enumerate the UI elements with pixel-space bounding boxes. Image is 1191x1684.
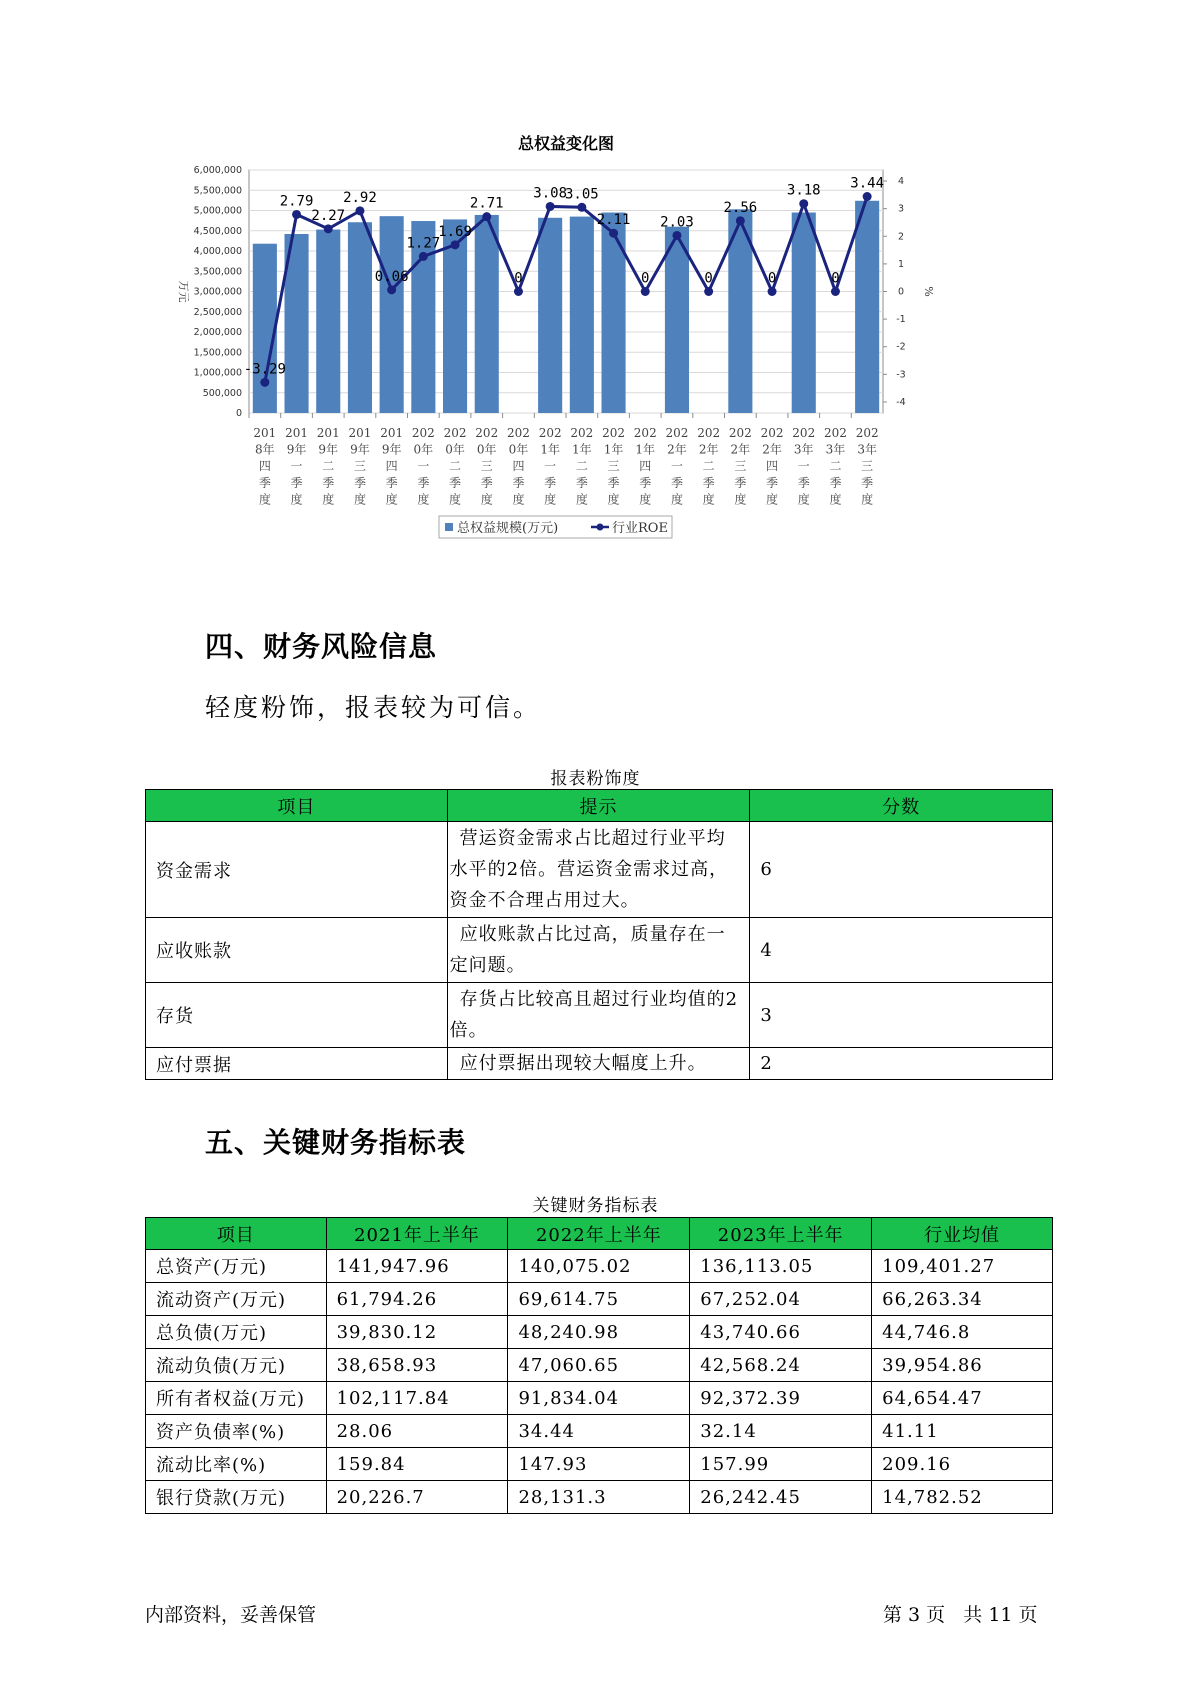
x-tick-label: 季 <box>639 475 652 490</box>
x-tick-label: 201 <box>253 426 277 440</box>
roe-data-label: 3.44 <box>850 175 885 192</box>
risk-item: 应付票据 <box>146 1048 448 1080</box>
y-tick-label: 6,000,000 <box>193 165 242 176</box>
roe-point <box>672 231 681 240</box>
table-row <box>146 1382 1053 1415</box>
x-tick-label: 0年 <box>508 442 529 457</box>
x-tick-label: 度 <box>385 492 398 507</box>
kpi-value: 38,658.93 <box>326 1349 508 1382</box>
roe-data-label: 3.18 <box>786 182 821 199</box>
x-tick-label: 202 <box>411 426 435 440</box>
x-tick-label: 201 <box>380 426 404 440</box>
kpi-item: 流动负债(万元) <box>146 1349 327 1382</box>
x-tick-label: 202 <box>760 426 784 440</box>
hint-line: 定问题。 <box>449 955 526 976</box>
roe-data-label: 1.69 <box>438 223 472 240</box>
roe-point <box>768 287 777 296</box>
x-tick-label: 202 <box>792 426 816 440</box>
x-tick-label: 1年 <box>540 442 560 457</box>
kpi-item: 总负债(万元) <box>146 1316 327 1349</box>
legend-bar-swatch <box>445 523 453 531</box>
kpi-header-industry: 行业均值 <box>872 1218 1053 1250</box>
x-tick-label: 一 <box>544 459 557 474</box>
risk-score: 4 <box>750 918 1053 983</box>
kpi-value: 28,131.3 <box>508 1481 690 1514</box>
risk-table <box>145 789 1053 1080</box>
x-tick-label: 1年 <box>572 442 592 457</box>
x-tick-label: 季 <box>290 475 303 490</box>
x-tick-label: 度 <box>290 492 303 507</box>
x-tick-label: 202 <box>475 426 499 440</box>
kpi-header-2023: 2023年上半年 <box>690 1218 872 1250</box>
kpi-value: 209.16 <box>872 1448 1053 1481</box>
x-tick-label: 四 <box>639 459 652 474</box>
table-row <box>146 918 1053 983</box>
x-tick-label: 季 <box>575 475 588 490</box>
x-tick-label: 9年 <box>286 442 307 457</box>
roe-point <box>577 203 586 212</box>
roe-data-label: 2.27 <box>311 207 346 224</box>
y2-tick-label: -2 <box>896 341 906 353</box>
roe-data-label: 2.79 <box>279 193 314 210</box>
x-tick-label: 四 <box>512 459 525 474</box>
roe-data-label: -3.29 <box>243 361 286 378</box>
x-tick-label: 202 <box>823 426 847 440</box>
x-tick-label: 三 <box>861 459 874 474</box>
kpi-table-header <box>146 1218 1053 1250</box>
y2-tick-label: -3 <box>896 369 906 381</box>
x-tick-label: 度 <box>797 492 810 507</box>
table-row <box>146 1250 1053 1283</box>
roe-data-label: 2.11 <box>596 212 631 229</box>
y-tick-label: 500,000 <box>202 387 242 399</box>
x-tick-label: 2年 <box>698 442 719 457</box>
risk-score: 2 <box>750 1048 1053 1080</box>
roe-point <box>799 199 808 208</box>
y2-tick-label: 2 <box>897 231 905 243</box>
x-tick-label: 季 <box>607 475 620 490</box>
x-tick-label: 度 <box>449 492 462 507</box>
kpi-value: 41.11 <box>872 1415 1053 1448</box>
section5-heading: 五、关键财务指标表 <box>205 1126 467 1159</box>
roe-data-label: 0.06 <box>374 268 409 285</box>
risk-header-item: 项目 <box>146 790 448 822</box>
roe-point <box>736 216 745 225</box>
hint-line: 水平的2倍。营运资金需求过高， <box>449 859 729 880</box>
roe-point <box>451 240 460 249</box>
roe-data-label: 2.71 <box>469 195 504 212</box>
risk-header-hint: 提示 <box>447 790 750 822</box>
bar <box>316 230 340 413</box>
x-tick-label: 四 <box>766 459 779 474</box>
roe-data-label: 0 <box>641 270 650 287</box>
y-tick-label: 1,000,000 <box>193 367 242 379</box>
roe-point <box>324 224 333 233</box>
kpi-value: 28.06 <box>326 1415 508 1448</box>
section4-summary: 轻度粉饰，报表较为可信。 <box>205 693 542 722</box>
x-tick-label: 季 <box>449 475 462 490</box>
roe-point <box>419 252 428 261</box>
y2-tick-label: 1 <box>897 258 905 270</box>
bar <box>253 244 277 413</box>
x-tick-label: 度 <box>544 492 557 507</box>
x-tick-label: 度 <box>353 492 366 507</box>
kpi-table <box>145 1217 1053 1514</box>
y-tick-label: 4,500,000 <box>193 225 242 237</box>
x-tick-label: 季 <box>829 475 842 490</box>
y-tick-label: 5,500,000 <box>193 185 242 197</box>
hint-line: 资金不合理占用过大。 <box>449 890 640 911</box>
table-row <box>146 1349 1053 1382</box>
roe-point <box>704 287 713 296</box>
kpi-value: 92,372.39 <box>690 1382 872 1415</box>
x-tick-label: 度 <box>322 492 335 507</box>
x-tick-label: 度 <box>575 492 588 507</box>
bar <box>538 218 562 413</box>
x-tick-label: 202 <box>728 426 752 440</box>
bar <box>855 201 879 413</box>
x-tick-label: 季 <box>797 475 810 490</box>
kpi-header-2022: 2022年上半年 <box>508 1218 690 1250</box>
y2-tick-label: 4 <box>897 176 905 188</box>
kpi-value: 14,782.52 <box>872 1481 1053 1514</box>
kpi-value: 136,113.05 <box>690 1250 872 1283</box>
y-tick-label: 3,500,000 <box>193 266 242 278</box>
table-row <box>146 983 1053 1048</box>
x-tick-label: 3年 <box>793 442 814 457</box>
x-tick-label: 季 <box>734 475 747 490</box>
hint-line: 倍。 <box>449 1020 488 1041</box>
x-tick-label: 1年 <box>635 442 656 457</box>
kpi-value: 69,614.75 <box>508 1283 690 1316</box>
bar <box>570 217 594 413</box>
kpi-item: 总资产(万元) <box>146 1250 327 1283</box>
table-row <box>146 1448 1053 1481</box>
kpi-value: 66,263.34 <box>872 1283 1053 1316</box>
table-row <box>146 822 1053 918</box>
risk-item: 资金需求 <box>146 822 448 918</box>
kpi-table-caption: 关键财务指标表 <box>532 1196 659 1216</box>
hint-line: 应付票据出现较大幅度上升。 <box>459 1053 707 1074</box>
x-tick-label: 度 <box>766 492 779 507</box>
risk-hint <box>447 983 750 1048</box>
x-tick-label: 9年 <box>350 442 370 457</box>
y-axis-label: 万元 <box>177 280 190 303</box>
roe-data-label: 2.92 <box>343 189 377 206</box>
x-tick-label: 度 <box>417 492 430 507</box>
kpi-value: 39,830.12 <box>326 1316 508 1349</box>
x-tick-label: 0年 <box>445 442 465 457</box>
x-tick-label: 度 <box>480 492 493 507</box>
table-row <box>146 1048 1053 1080</box>
x-tick-label: 三 <box>353 459 366 474</box>
kpi-value: 67,252.04 <box>690 1283 872 1316</box>
y2-tick-label: -4 <box>896 396 906 408</box>
roe-data-label: 2.56 <box>723 199 758 216</box>
x-tick-label: 二 <box>449 459 462 474</box>
risk-table-header <box>146 790 1053 822</box>
x-tick-label: 二 <box>322 459 335 474</box>
x-tick-label: 202 <box>538 426 562 440</box>
legend-bar-label: 总权益规模(万元) <box>457 521 559 536</box>
kpi-value: 157.99 <box>690 1448 872 1481</box>
x-tick-label: 季 <box>322 475 335 490</box>
x-tick-label: 202 <box>665 426 689 440</box>
hint-line: 存货占比较高且超过行业均值的2 <box>459 989 739 1010</box>
table-row <box>146 1283 1053 1316</box>
kpi-value: 147.93 <box>508 1448 690 1481</box>
bar <box>475 215 499 413</box>
x-tick-label: 三 <box>607 459 620 474</box>
equity-chart-svg <box>170 135 1010 595</box>
x-tick-label: 季 <box>385 475 398 490</box>
hint-line: 应收账款占比过高，质量存在一 <box>459 924 726 945</box>
kpi-value: 61,794.26 <box>326 1283 508 1316</box>
kpi-value: 48,240.98 <box>508 1316 690 1349</box>
x-tick-label: 9年 <box>318 442 339 457</box>
risk-score: 3 <box>750 983 1053 1048</box>
y-tick-label: 2,000,000 <box>193 327 242 338</box>
roe-point <box>292 210 301 219</box>
x-tick-label: 202 <box>443 426 467 440</box>
risk-score: 6 <box>750 822 1053 918</box>
x-tick-label: 0年 <box>476 442 497 457</box>
risk-hint <box>447 1048 750 1080</box>
roe-data-label: 3.08 <box>533 185 568 202</box>
kpi-value: 34.44 <box>508 1415 690 1448</box>
roe-data-label: 0 <box>767 270 777 287</box>
kpi-value: 109,401.27 <box>872 1250 1053 1283</box>
roe-point <box>387 285 396 294</box>
equity-chart <box>170 135 1010 595</box>
roe-data-label: 0 <box>831 270 840 287</box>
x-tick-label: 季 <box>417 475 430 490</box>
kpi-value: 102,117.84 <box>326 1382 508 1415</box>
bar <box>380 216 404 413</box>
kpi-value: 44,746.8 <box>872 1316 1053 1349</box>
x-tick-label: 度 <box>734 492 747 507</box>
x-tick-label: 一 <box>670 459 683 474</box>
x-tick-label: 二 <box>575 459 588 474</box>
x-tick-label: 度 <box>639 492 652 507</box>
x-tick-label: 3年 <box>825 442 846 457</box>
x-tick-label: 季 <box>480 475 493 490</box>
roe-point <box>514 287 523 296</box>
roe-point <box>482 212 491 221</box>
kpi-value: 159.84 <box>326 1448 508 1481</box>
x-tick-label: 度 <box>861 492 874 507</box>
roe-data-label: 2.03 <box>660 214 694 231</box>
x-tick-label: 季 <box>861 475 874 490</box>
x-tick-label: 季 <box>512 475 525 490</box>
x-tick-label: 9年 <box>381 442 402 457</box>
roe-point <box>609 229 618 238</box>
kpi-header-2021: 2021年上半年 <box>326 1218 508 1250</box>
bar <box>665 227 689 413</box>
kpi-value: 43,740.66 <box>690 1316 872 1349</box>
x-tick-label: 8年 <box>255 442 275 457</box>
x-tick-label: 一 <box>290 459 303 474</box>
x-tick-label: 三 <box>480 459 493 474</box>
kpi-value: 47,060.65 <box>508 1349 690 1382</box>
kpi-item: 所有者权益(万元) <box>146 1382 327 1415</box>
x-tick-label: 1年 <box>603 442 624 457</box>
x-tick-label: 季 <box>258 475 271 490</box>
y2-tick-label: -1 <box>896 314 906 326</box>
roe-point <box>260 378 269 387</box>
x-tick-label: 3年 <box>857 442 877 457</box>
x-tick-label: 季 <box>353 475 366 490</box>
x-tick-label: 季 <box>670 475 683 490</box>
y2-tick-label: 0 <box>897 286 905 298</box>
x-tick-label: 三 <box>734 459 747 474</box>
x-tick-label: 二 <box>702 459 715 474</box>
kpi-value: 20,226.7 <box>326 1481 508 1514</box>
kpi-value: 141,947.96 <box>326 1250 508 1283</box>
chart-title: 总权益变化图 <box>517 135 615 153</box>
x-tick-label: 一 <box>417 459 430 474</box>
roe-data-label: 0 <box>514 270 523 287</box>
roe-point <box>641 287 650 296</box>
y-tick-label: 3,000,000 <box>193 286 242 298</box>
x-tick-label: 202 <box>570 426 594 440</box>
table-row <box>146 1316 1053 1349</box>
x-tick-label: 一 <box>797 459 810 474</box>
y-tick-label: 0 <box>235 408 242 419</box>
risk-header-score: 分数 <box>750 790 1053 822</box>
y2-tick-label: 3 <box>897 203 905 215</box>
x-tick-label: 202 <box>633 426 657 440</box>
x-tick-label: 二 <box>829 459 842 474</box>
x-tick-label: 202 <box>855 426 879 440</box>
kpi-item: 流动比率(%) <box>146 1448 327 1481</box>
kpi-value: 140,075.02 <box>508 1250 690 1283</box>
kpi-value: 42,568.24 <box>690 1349 872 1382</box>
kpi-value: 32.14 <box>690 1415 872 1448</box>
kpi-value: 26,242.45 <box>690 1481 872 1514</box>
y2-axis-label: % <box>922 286 935 297</box>
roe-data-label: 0 <box>704 270 713 287</box>
risk-table-caption: 报表粉饰度 <box>550 769 641 789</box>
roe-data-label: 1.27 <box>406 235 441 252</box>
roe-point <box>355 206 364 215</box>
x-tick-label: 度 <box>512 492 525 507</box>
x-tick-label: 季 <box>766 475 779 490</box>
table-row <box>146 1481 1053 1514</box>
y-tick-label: 5,000,000 <box>193 205 242 217</box>
table-row <box>146 1415 1053 1448</box>
x-tick-label: 201 <box>348 426 372 440</box>
risk-hint <box>447 918 750 983</box>
roe-point <box>831 287 840 296</box>
risk-item: 应收账款 <box>146 918 448 983</box>
x-tick-label: 度 <box>670 492 683 507</box>
y-tick-label: 4,000,000 <box>193 246 242 257</box>
bar <box>602 213 626 413</box>
footer-note: 内部资料，妥善保管 <box>145 1604 317 1626</box>
roe-point <box>546 202 555 211</box>
page-number: 第 3 页 共 11 页 <box>883 1604 1038 1626</box>
kpi-header-item: 项目 <box>146 1218 327 1250</box>
x-tick-label: 202 <box>602 426 626 440</box>
kpi-value: 91,834.04 <box>508 1382 690 1415</box>
bar <box>348 222 372 413</box>
x-tick-label: 度 <box>702 492 715 507</box>
kpi-item: 流动资产(万元) <box>146 1283 327 1316</box>
x-tick-label: 四 <box>258 459 271 474</box>
kpi-value: 39,954.86 <box>872 1349 1053 1382</box>
x-tick-label: 季 <box>702 475 715 490</box>
risk-item: 存货 <box>146 983 448 1048</box>
x-tick-label: 四 <box>385 459 398 474</box>
kpi-value: 64,654.47 <box>872 1382 1053 1415</box>
x-tick-label: 202 <box>697 426 721 440</box>
legend-line-marker <box>597 524 604 531</box>
x-tick-label: 202 <box>506 426 530 440</box>
kpi-item: 银行贷款(万元) <box>146 1481 327 1514</box>
legend-line-label: 行业ROE <box>612 521 668 536</box>
x-tick-label: 度 <box>258 492 271 507</box>
x-tick-label: 2年 <box>730 442 751 457</box>
x-tick-label: 季 <box>544 475 557 490</box>
x-tick-label: 2年 <box>667 442 687 457</box>
x-tick-label: 2年 <box>762 442 782 457</box>
hint-line: 营运资金需求占比超过行业平均 <box>459 828 726 849</box>
risk-hint <box>447 822 750 918</box>
section4-heading: 四、财务风险信息 <box>205 630 438 663</box>
x-tick-label: 度 <box>607 492 620 507</box>
bar <box>792 213 816 413</box>
roe-data-label: 3.05 <box>564 186 599 203</box>
kpi-item: 资产负债率(%) <box>146 1415 327 1448</box>
x-tick-label: 201 <box>285 426 309 440</box>
x-tick-label: 201 <box>316 426 340 440</box>
y-tick-label: 1,500,000 <box>193 347 242 359</box>
x-tick-label: 0年 <box>413 442 434 457</box>
roe-point <box>863 192 872 201</box>
y-tick-label: 2,500,000 <box>193 306 242 318</box>
x-tick-label: 度 <box>829 492 842 507</box>
